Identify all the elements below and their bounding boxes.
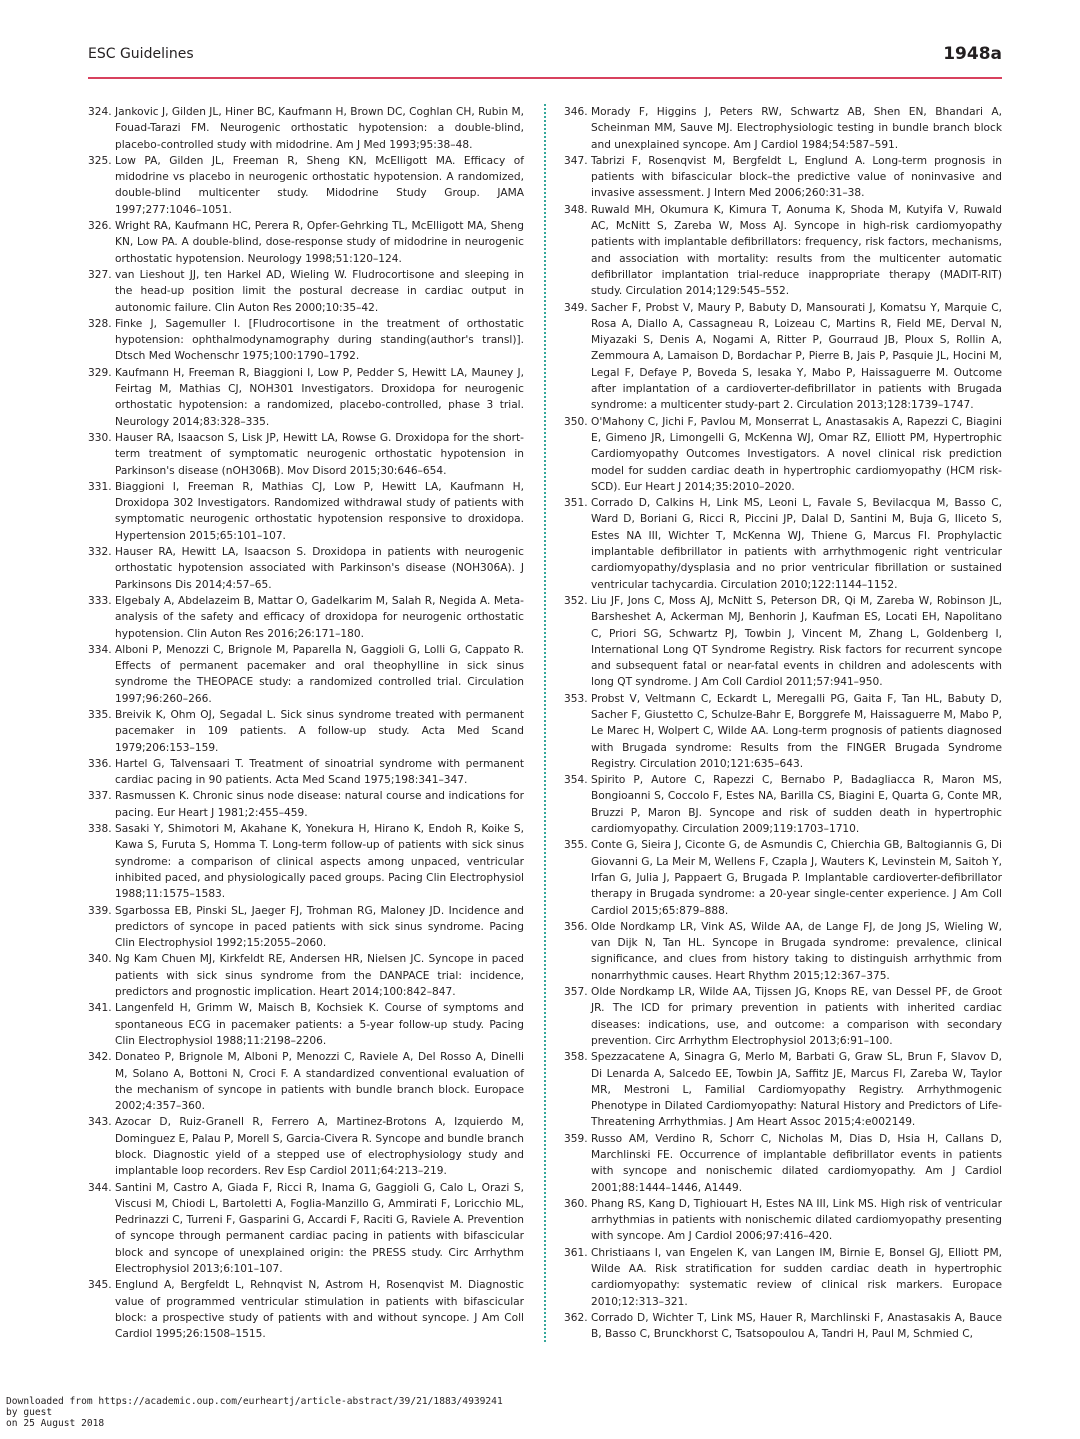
reference-number: 358.	[564, 1051, 588, 1064]
reference-item	[564, 104, 1002, 153]
reference-item	[88, 316, 524, 365]
reference-text: Alboni P, Menozzi C, Brignole M, Paparella N, Gaggioli G, Lolli G, Cappato R. Effects of permanent pacemaker and oral theophylline in sick sinus syndrome the THEOPACE study: a randomized controlled trial. Circulation 1997;96:260–266.	[115, 643, 524, 705]
reference-text: Spirito P, Autore C, Rapezzi C, Bernabo P, Badagliacca R, Maron MS, Bongioanni S, Coccolo F, Estes NA, Barilla CS, Biagini E, Quarta G, Conte MR, Bruzzi P, Maron BJ. Syncope and risk of sudden death in hypertrophic cardiomyopathy. Circulation 2009;119:1703–1710.	[591, 774, 1002, 836]
reference-number: 346.	[564, 106, 588, 118]
reference-text: Breivik K, Ohm OJ, Segadal L. Sick sinus syndrome treated with permanent pacemaker in 109 patients. A follow-up study. Acta Med Scand 1979;206:153–159.	[115, 708, 524, 754]
reference-number: 335.	[88, 708, 112, 721]
reference-item	[564, 1310, 1002, 1343]
reference-item	[564, 202, 1002, 300]
references-left-column	[88, 104, 524, 1343]
reference-number: 341.	[88, 1002, 112, 1015]
reference-text: Spezzacatene A, Sinagra G, Merlo M, Barbati G, Graw SL, Brun F, Slavov D, Di Lenarda A, Salcedo EE, Towbin JA, Saffitz JE, Marcus FI, Zareba W, Taylor MR, Mestroni L, Familial Cardiomyopathy Registry. Arrhythmogenic Phenotype in Dilated Cardiomyopathy: Natural History and Predictors of Life-Threatening Arrhythmias. J Am Heart Assoc 2015;4:e002149.	[591, 1051, 1002, 1129]
reference-number: 343.	[88, 1116, 112, 1129]
reference-number: 353.	[564, 692, 588, 705]
reference-number: 333.	[88, 594, 112, 607]
reference-item	[88, 1000, 524, 1049]
reference-text: Ng Kam Chuen MJ, Kirkfeldt RE, Andersen HR, Nielsen JC. Syncope in paced patients with sick sinus syndrome from the DANPACE trial: incidence, predictors and prognostic implication. Heart 2014;100:842–847.	[115, 953, 524, 999]
reference-text: Rasmussen K. Chronic sinus node disease: natural course and indications for pacing. Eur Heart J 1981;2:455–459.	[115, 790, 524, 819]
reference-number: 342.	[88, 1051, 112, 1064]
reference-text: Olde Nordkamp LR, Wilde AA, Tijssen JG, Knops RE, van Dessel PF, de Groot JR. The ICD for primary prevention in patients with inherited cardiac diseases: indications, use, and outcome: a comparison with secondary prevention. Circ Arrhythm Electrophysiol 2013;6:91–100.	[591, 986, 1002, 1047]
reference-number: 345.	[88, 1279, 112, 1292]
reference-number: 352.	[564, 594, 588, 607]
download-date-line: on 25 August 2018	[6, 1418, 105, 1429]
header-rule	[88, 77, 1002, 79]
reference-item	[88, 479, 524, 544]
column-separator	[544, 104, 546, 1342]
reference-text: Jankovic J, Gilden JL, Hiner BC, Kaufmann H, Brown DC, Coghlan CH, Rubin M, Fouad-Tarazi FM. Neurogenic orthostatic hypotension: a double-blind, placebo-controlled study with midodrine. Am J Med 1993;95:38–48.	[115, 106, 524, 151]
reference-item	[564, 984, 1002, 1049]
reference-item	[88, 365, 524, 430]
reference-item	[564, 153, 1002, 202]
reference-item	[88, 153, 524, 218]
reference-text: Morady F, Higgins J, Peters RW, Schwartz AB, Shen EN, Bhandari A, Scheinman MM, Sauve MJ. Electrophysiologic testing in bundle branch block and unexplained syncope. Am J Cardiol 1984;54:587–591.	[591, 106, 1002, 151]
reference-number: 337.	[88, 790, 112, 803]
reference-number: 362.	[564, 1311, 588, 1324]
reference-number: 325.	[88, 154, 112, 167]
reference-text: O'Mahony C, Jichi F, Pavlou M, Monserrat L, Anastasakis A, Rapezzi C, Biagini E, Gimeno JR, Limongelli G, McKenna WJ, Omar RZ, Elliott PM, Hypertrophic Cardiomyopathy Outcomes Investigators. A novel clinical risk prediction model for sudden cardiac death in hypertrophic cardiomyopathy (HCM risk-SCD). Eur Heart J 2014;35:2010–2020.	[591, 415, 1002, 493]
reference-item	[564, 772, 1002, 837]
reference-item	[88, 821, 524, 902]
reference-number: 355.	[564, 839, 588, 852]
reference-number: 330.	[88, 431, 112, 444]
reference-number: 347.	[564, 154, 588, 167]
reference-text: Olde Nordkamp LR, Vink AS, Wilde AA, de Lange FJ, de Jong JS, Wieling W, van Dijk N, Tan HL. Syncope in Brugada syndrome: prevalence, clinical significance, and clues from history taking to distinguish arrhythmic from nonarrhythmic causes. Heart Rhythm 2015;12:367–375.	[591, 920, 1002, 982]
reference-number: 348.	[564, 203, 588, 216]
reference-text: Langenfeld H, Grimm W, Maisch B, Kochsiek K. Course of symptoms and spontaneous ECG in pacemaker patients: a 5-year follow-up study. Pacing Clin Electrophysiol 1988;11:2198–2206.	[115, 1002, 524, 1047]
reference-item	[564, 919, 1002, 984]
reference-item	[564, 593, 1002, 691]
reference-item	[88, 1277, 524, 1342]
page-header	[88, 44, 1002, 70]
reference-text: van Lieshout JJ, ten Harkel AD, Wieling W. Fludrocortisone and sleeping in the head-up position limit the postural decrease in cardiac output in autonomic failure. Clin Auton Res 2000;10:35–42.	[115, 268, 524, 314]
reference-number: 360.	[564, 1197, 588, 1210]
reference-text: Tabrizi F, Rosenqvist M, Bergfeldt L, Englund A. Long-term prognosis in patients with bifascicular block–the predictive value of noninvasive and invasive assessment. J Intern Med 2006;260:31–38.	[591, 154, 1002, 200]
reference-item	[88, 707, 524, 756]
reference-item	[88, 1114, 524, 1179]
reference-text: Russo AM, Verdino R, Schorr C, Nicholas M, Dias D, Hsia H, Callans D, Marchlinski FE. Occurrence of implantable defibrillator events in patients with syncope and nonischemic dilated cardiomyopathy. Am J Cardiol 2001;88:1444–1446, A1449.	[591, 1132, 1002, 1194]
reference-number: 340.	[88, 953, 112, 966]
reference-text: Probst V, Veltmann C, Eckardt L, Meregalli PG, Gaita F, Tan HL, Babuty D, Sacher F, Giustetto C, Schulze-Bahr E, Borggrefe M, Haissaguerre M, Mabo P, Le Marec H, Wolpert C, Wilde AA. Long-term prognosis of patients diagnosed with Brugada syndrome: Results from the FINGER Brugada Syndrome Registry. Circulation 2010;121:635–643.	[591, 692, 1002, 770]
reference-text: Biaggioni I, Freeman R, Mathias CJ, Low P, Hewitt LA, Kaufmann H, Droxidopa 302 Investigators. Randomized withdrawal study of patients with symptomatic neurogenic orthostatic hypotension responsive to droxidopa. Hypertension 2015;65:101–107.	[115, 480, 524, 542]
reference-item	[88, 104, 524, 153]
reference-number: 328.	[88, 317, 112, 330]
reference-text: Wright RA, Kaufmann HC, Perera R, Opfer-Gehrking TL, McElligott MA, Sheng KN, Low PA. A double-blind, dose-response study of midodrine in neurogenic orthostatic hypotension. Neurology 1998;51:120–124.	[115, 220, 524, 265]
reference-item	[88, 218, 524, 267]
reference-number: 329.	[88, 366, 112, 379]
reference-item	[564, 837, 1002, 918]
reference-item	[88, 1180, 524, 1278]
reference-text: Finke J, Sagemuller I. [Fludrocortisone in the treatment of orthostatic hypotension: ophthalmodynamography during standing(author's transl)]. Dtsch Med Wochenschr 1975;100:1790–1792.	[115, 317, 524, 363]
reference-item	[564, 1196, 1002, 1245]
reference-text: Liu JF, Jons C, Moss AJ, McNitt S, Peterson DR, Qi M, Zareba W, Robinson JL, Barsheshet A, Ackerman MJ, Benhorin J, Kaufman ES, Locati EH, Napolitano C, Priori SG, Schwartz PJ, Towbin J, Vincent M, Zhang L, Goldenberg I, International Long QT Syndrome Registry. Risk factors for recurrent syncope and subsequent fatal or near-fatal events in children and adolescents with long QT syndrome. J Am Coll Cardiol 2011;57:941–950.	[591, 594, 1002, 689]
reference-item	[88, 267, 524, 316]
reference-text: Corrado D, Wichter T, Link MS, Hauer R, Marchlinski F, Anastasakis A, Bauce B, Basso C, Brunckhorst C, Tsatsopoulou A, Tandri H, Paul M, Schmied C,	[591, 1311, 1002, 1341]
reference-item	[88, 951, 524, 1000]
reference-item	[564, 1245, 1002, 1310]
download-url-line: Downloaded from https://academic.oup.com/eurheartj/article-abstract/39/21/1883/4939241	[6, 1396, 503, 1407]
reference-number: 351.	[564, 497, 588, 510]
download-footer	[6, 1396, 503, 1429]
reference-text: Phang RS, Kang D, Tighiouart H, Estes NA III, Link MS. High risk of ventricular arrhythmias in patients with nonischemic dilated cardiomyopathy presenting with syncope. Am J Cardiol 2006;97:416–420.	[591, 1197, 1002, 1243]
reference-number: 354.	[564, 774, 588, 787]
reference-item	[564, 300, 1002, 414]
reference-number: 338.	[88, 823, 112, 836]
reference-text: Corrado D, Calkins H, Link MS, Leoni L, Favale S, Bevilacqua M, Basso C, Ward D, Boriani G, Ricci R, Piccini JP, Dalal D, Santini M, Buja G, Iliceto S, Estes NA III, Wichter T, McKenna WJ, Thiene G, Marcus FI. Prophylactic implantable defibrillator in patients with arrhythmogenic right ventricular cardiomyopathy/dysplasia and no prior ventricular fibrillation or sustained ventricular tachycardia. Circulation 2010;122:1144–1152.	[591, 497, 1002, 591]
reference-number: 361.	[564, 1246, 588, 1259]
reference-item	[88, 788, 524, 821]
reference-item	[564, 495, 1002, 593]
reference-number: 326.	[88, 220, 112, 233]
reference-text: Sacher F, Probst V, Maury P, Babuty D, Mansourati J, Komatsu Y, Marquie C, Rosa A, Diallo A, Cassagneau R, Loizeau C, Martins R, Field ME, Derval N, Miyazaki S, Denis A, Nogami A, Ritter P, Gourraud JB, Ploux S, Rollin A, Zemmoura A, Lamaison D, Bordachar P, Pierre B, Jais P, Pasquie JL, Hocini M, Legal F, Defaye P, Boveda S, Iesaka Y, Mabo P, Haissaguerre M. Outcome after implantation of a cardioverter-defibrillator in patients with Brugada syndrome: a multicenter study-part 2. Circulation 2013;128:1739–1747.	[591, 301, 1002, 412]
reference-number: 332.	[88, 546, 112, 559]
reference-item	[564, 1131, 1002, 1196]
reference-item	[564, 691, 1002, 772]
reference-number: 357.	[564, 986, 588, 999]
journal-section-title: ESC Guidelines	[88, 46, 194, 62]
reference-text: Hartel G, Talvensaari T. Treatment of sinoatrial syndrome with permanent cardiac pacing in 90 patients. Acta Med Scand 1975;198:341–347.	[115, 757, 524, 787]
reference-item	[88, 903, 524, 952]
reference-item	[88, 756, 524, 789]
reference-item	[88, 593, 524, 642]
reference-item	[88, 544, 524, 593]
reference-number: 349.	[564, 301, 588, 314]
references-right-column	[564, 104, 1002, 1343]
reference-text: Santini M, Castro A, Giada F, Ricci R, Inama G, Gaggioli G, Calo L, Orazi S, Viscusi M, Chiodi L, Bartoletti A, Foglia-Manzillo G, Ammirati F, Loricchio ML, Pedrinazzi C, Turreni F, Gasparini G, Accardi F, Raciti G, Raviele A. Prevention of syncope through permanent cardiac pacing in patients with bifascicular block and syncope of unexplained origin: the PRESS study. Circ Arrhythm Electrophysiol 2013;6:101–107.	[115, 1181, 524, 1276]
reference-number: 359.	[564, 1132, 588, 1145]
reference-text: Azocar D, Ruiz-Granell R, Ferrero A, Martinez-Brotons A, Izquierdo M, Dominguez E, Palau P, Morell S, Garcia-Civera R. Syncope and bundle branch block. Diagnostic yield of a stepped use of electrophysiology study and implantable loop recorders. Rev Esp Cardiol 2011;64:213–219.	[115, 1116, 524, 1178]
reference-text: Sasaki Y, Shimotori M, Akahane K, Yonekura H, Hirano K, Endoh R, Koike S, Kawa S, Furuta S, Homma T. Long-term follow-up of patients with sick sinus syndrome: a comparison of clinical aspects among unpaced, ventricular inhibited paced, and physiologically paced groups. Pacing Clin Electrophysiol 1988;11:1575–1583.	[115, 823, 524, 901]
reference-number: 324.	[88, 106, 112, 118]
reference-text: Conte G, Sieira J, Ciconte G, de Asmundis C, Chierchia GB, Baltogiannis G, Di Giovanni G, La Meir M, Wellens F, Czapla J, Wauters K, Levinstein M, Saitoh Y, Irfan G, Julia J, Pappaert G, Brugada P. Implantable cardioverter-defibrillator therapy in Brugada syndrome: a 20-year single-center experience. J Am Coll Cardiol 2015;65:879–888.	[591, 839, 1002, 917]
reference-text: Kaufmann H, Freeman R, Biaggioni I, Low P, Pedder S, Hewitt LA, Mauney J, Feirtag M, Mathias CJ, NOH301 Investigators. Droxidopa for neurogenic orthostatic hypotension: a randomized, placebo-controlled, phase 3 trial. Neurology 2014;83:328–335.	[115, 366, 524, 428]
reference-number: 336.	[88, 757, 112, 770]
reference-number: 350.	[564, 415, 588, 428]
page-number: 1948a	[943, 44, 1002, 64]
reference-number: 344.	[88, 1181, 112, 1194]
reference-text: Hauser RA, Isaacson S, Lisk JP, Hewitt LA, Rowse G. Droxidopa for the short-term treatment of symptomatic neurogenic orthostatic hypotension in Parkinson's disease (nOH306B). Mov Disord 2015;30:646–654.	[115, 431, 524, 477]
reference-item	[564, 1049, 1002, 1130]
reference-text: Englund A, Bergfeldt L, Rehnqvist N, Astrom H, Rosenqvist M. Diagnostic value of programmed ventricular stimulation in patients with bifascicular block: a prospective study of patients with and without syncope. J Am Coll Cardiol 1995;26:1508–1515.	[115, 1279, 524, 1341]
reference-text: Ruwald MH, Okumura K, Kimura T, Aonuma K, Shoda M, Kutyifa V, Ruwald AC, McNitt S, Zareba W, Moss AJ. Syncope in high-risk cardiomyopathy patients with implantable defibrillators: frequency, risk factors, mechanisms, and association with mortality: results from the multicenter automatic defibrillator implantation trial-reduce inappropriate therapy (MADIT-RIT) study. Circulation 2014;129:545–552.	[591, 203, 1002, 298]
reference-number: 334.	[88, 643, 112, 656]
reference-number: 339.	[88, 904, 112, 917]
reference-text: Sgarbossa EB, Pinski SL, Jaeger FJ, Trohman RG, Maloney JD. Incidence and predictors of syncope in paced patients with sick sinus syndrome. Pacing Clin Electrophysiol 1992;15:2055–2060.	[115, 904, 524, 950]
reference-number: 331.	[88, 480, 112, 493]
reference-item	[88, 1049, 524, 1114]
reference-item	[88, 430, 524, 479]
reference-text: Donateo P, Brignole M, Alboni P, Menozzi C, Raviele A, Del Rosso A, Dinelli M, Solano A, Bottoni N, Croci F. A standardized conventional evaluation of the mechanism of syncope in patients with bundle branch block. Europace 2002;4:357–360.	[115, 1051, 524, 1113]
download-guest-line: by guest	[6, 1407, 53, 1418]
reference-item	[564, 414, 1002, 495]
reference-number: 356.	[564, 920, 588, 933]
reference-text: Christiaans I, van Engelen K, van Langen IM, Birnie E, Bonsel GJ, Elliott PM, Wilde AA. Risk stratification for sudden cardiac death in hypertrophic cardiomyopathy: systematic review of clinical risk markers. Europace 2010;12:313–321.	[591, 1246, 1002, 1308]
reference-text: Hauser RA, Hewitt LA, Isaacson S. Droxidopa in patients with neurogenic orthostatic hypotension associated with Parkinson's disease (NOH306A). J Parkinsons Dis 2014;4:57–65.	[115, 546, 524, 591]
reference-text: Low PA, Gilden JL, Freeman R, Sheng KN, McElligott MA. Efficacy of midodrine vs placebo in neurogenic orthostatic hypotension. A randomized, double-blind multicenter study. Midodrine Study Group. JAMA 1997;277:1046–1051.	[115, 154, 524, 216]
reference-number: 327.	[88, 268, 112, 281]
reference-text: Elgebaly A, Abdelazeim B, Mattar O, Gadelkarim M, Salah R, Negida A. Meta-analysis of the safety and efficacy of droxidopa for neurogenic orthostatic hypotension. Clin Auton Res 2016;26:171–180.	[115, 594, 524, 640]
reference-item	[88, 642, 524, 707]
